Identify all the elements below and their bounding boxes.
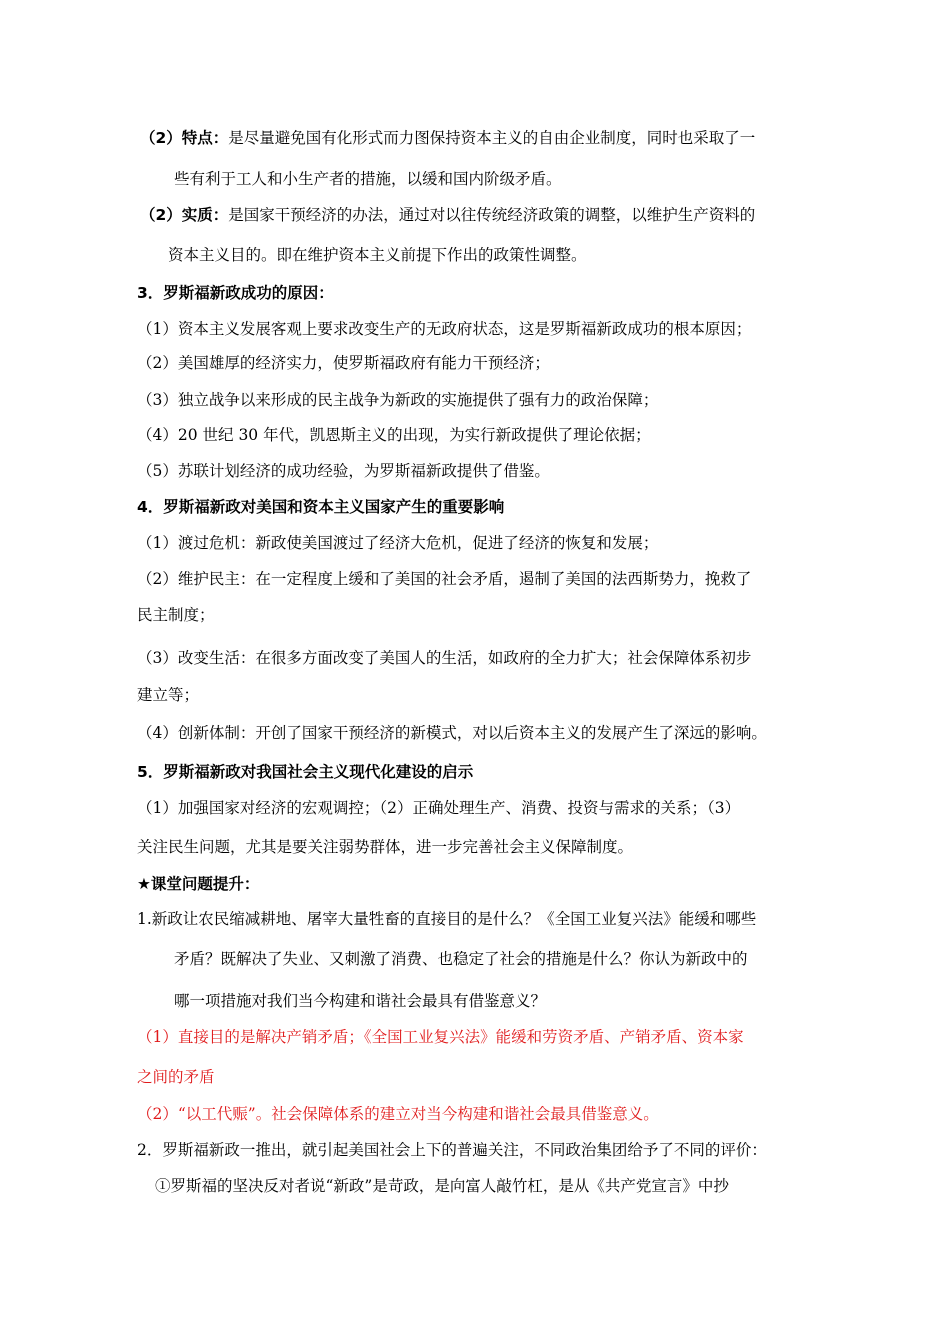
question-1-continued: 矛盾？既解决了失业、又刺激了消费、也稳定了社会的措施是什么？你认为新政中的 [174, 950, 748, 968]
enlightenment-line: （1）加强国家对经济的宏观调控；（2）正确处理生产、消费、投资与需求的关系；（3） [137, 799, 741, 817]
impact-item-3-continued: 建立等； [137, 686, 200, 704]
impact-item-3: （3）改变生活：在很多方面改变了美国人的生活，如政府的全力扩大；社会保障体系初步 [137, 649, 752, 667]
section-heading-3: 3．罗斯福新政成功的原因： [137, 284, 334, 302]
impact-item-4: （4）创新体制：开创了国家干预经济的新模式，对以后资本主义的发展产生了深远的影响。 [137, 724, 767, 742]
essence-line-continued: 资本主义目的。即在维护资本主义前提下作出的政策性调整。 [168, 246, 587, 264]
essence-line [140, 204, 755, 226]
question-1-continued-2: 哪一项措施对我们当今构建和谐社会最具有借鉴意义？ [174, 992, 547, 1010]
essence-label: （2）实质： [140, 206, 229, 224]
impact-item-2-continued: 民主制度； [137, 606, 215, 624]
impact-item-1: （1）渡过危机：新政使美国渡过了经济大危机，促进了经济的恢复和发展； [137, 534, 659, 552]
section-heading-4: 4．罗斯福新政对美国和资本主义国家产生的重要影响 [137, 498, 505, 516]
answer-1-continued: 之间的矛盾 [137, 1068, 215, 1086]
reason-item-3: （3）独立战争以来形成的民主战争为新政的实施提供了强有力的政治保障； [137, 391, 659, 409]
feature-line-continued: 些有利于工人和小生产者的措施，以缓和国内阶级矛盾。 [174, 170, 562, 188]
feature-line [140, 127, 755, 149]
section-heading-5: 5．罗斯福新政对我国社会主义现代化建设的启示 [137, 763, 474, 781]
essence-text: 是国家干预经济的办法，通过对以往传统经济政策的调整，以维护生产资料的 [228, 206, 756, 224]
reason-item-4: （4）20 世纪 30 年代，凯恩斯主义的出现，为实行新政提供了理论依据； [137, 426, 651, 444]
question-1: 1.新政让农民缩减耕地、屠宰大量牲畜的直接目的是什么？《全国工业复兴法》能缓和哪些 [137, 910, 757, 928]
reason-item-5: （5）苏联计划经济的成功经验，为罗斯福新政提供了借鉴。 [137, 462, 550, 480]
enlightenment-line-continued: 关注民生问题，尤其是要关注弱势群体，进一步完善社会主义保障制度。 [137, 838, 634, 856]
feature-text: 是尽量避免国有化形式而力图保持资本主义的自由企业制度，同时也采取了一 [228, 129, 756, 147]
impact-item-2: （2）维护民主：在一定程度上缓和了美国的社会矛盾，遏制了美国的法西斯势力，挽救了 [137, 570, 752, 588]
answer-1: （1）直接目的是解决产销矛盾；《全国工业复兴法》能缓和劳资矛盾、产销矛盾、资本家 [137, 1028, 744, 1046]
reason-item-2: （2）美国雄厚的经济实力，使罗斯福政府有能力干预经济； [137, 354, 550, 372]
class-question-heading: ★课堂问题提升： [137, 875, 260, 893]
reason-item-1: （1）资本主义发展客观上要求改变生产的无政府状态，这是罗斯福新政成功的根本原因； [137, 320, 752, 338]
question-2-opinion-1: ①罗斯福的坚决反对者说“新政”是苛政，是向富人敲竹杠，是从《共产党宣言》中抄 [155, 1177, 729, 1195]
question-2: 2．罗斯福新政一推出，就引起美国社会上下的普遍关注，不同政治集团给予了不同的评价： [137, 1141, 767, 1159]
feature-label: （2）特点： [140, 129, 229, 147]
answer-2: （2）“以工代赈”。社会保障体系的建立对当今构建和谐社会最具借鉴意义。 [137, 1105, 659, 1123]
